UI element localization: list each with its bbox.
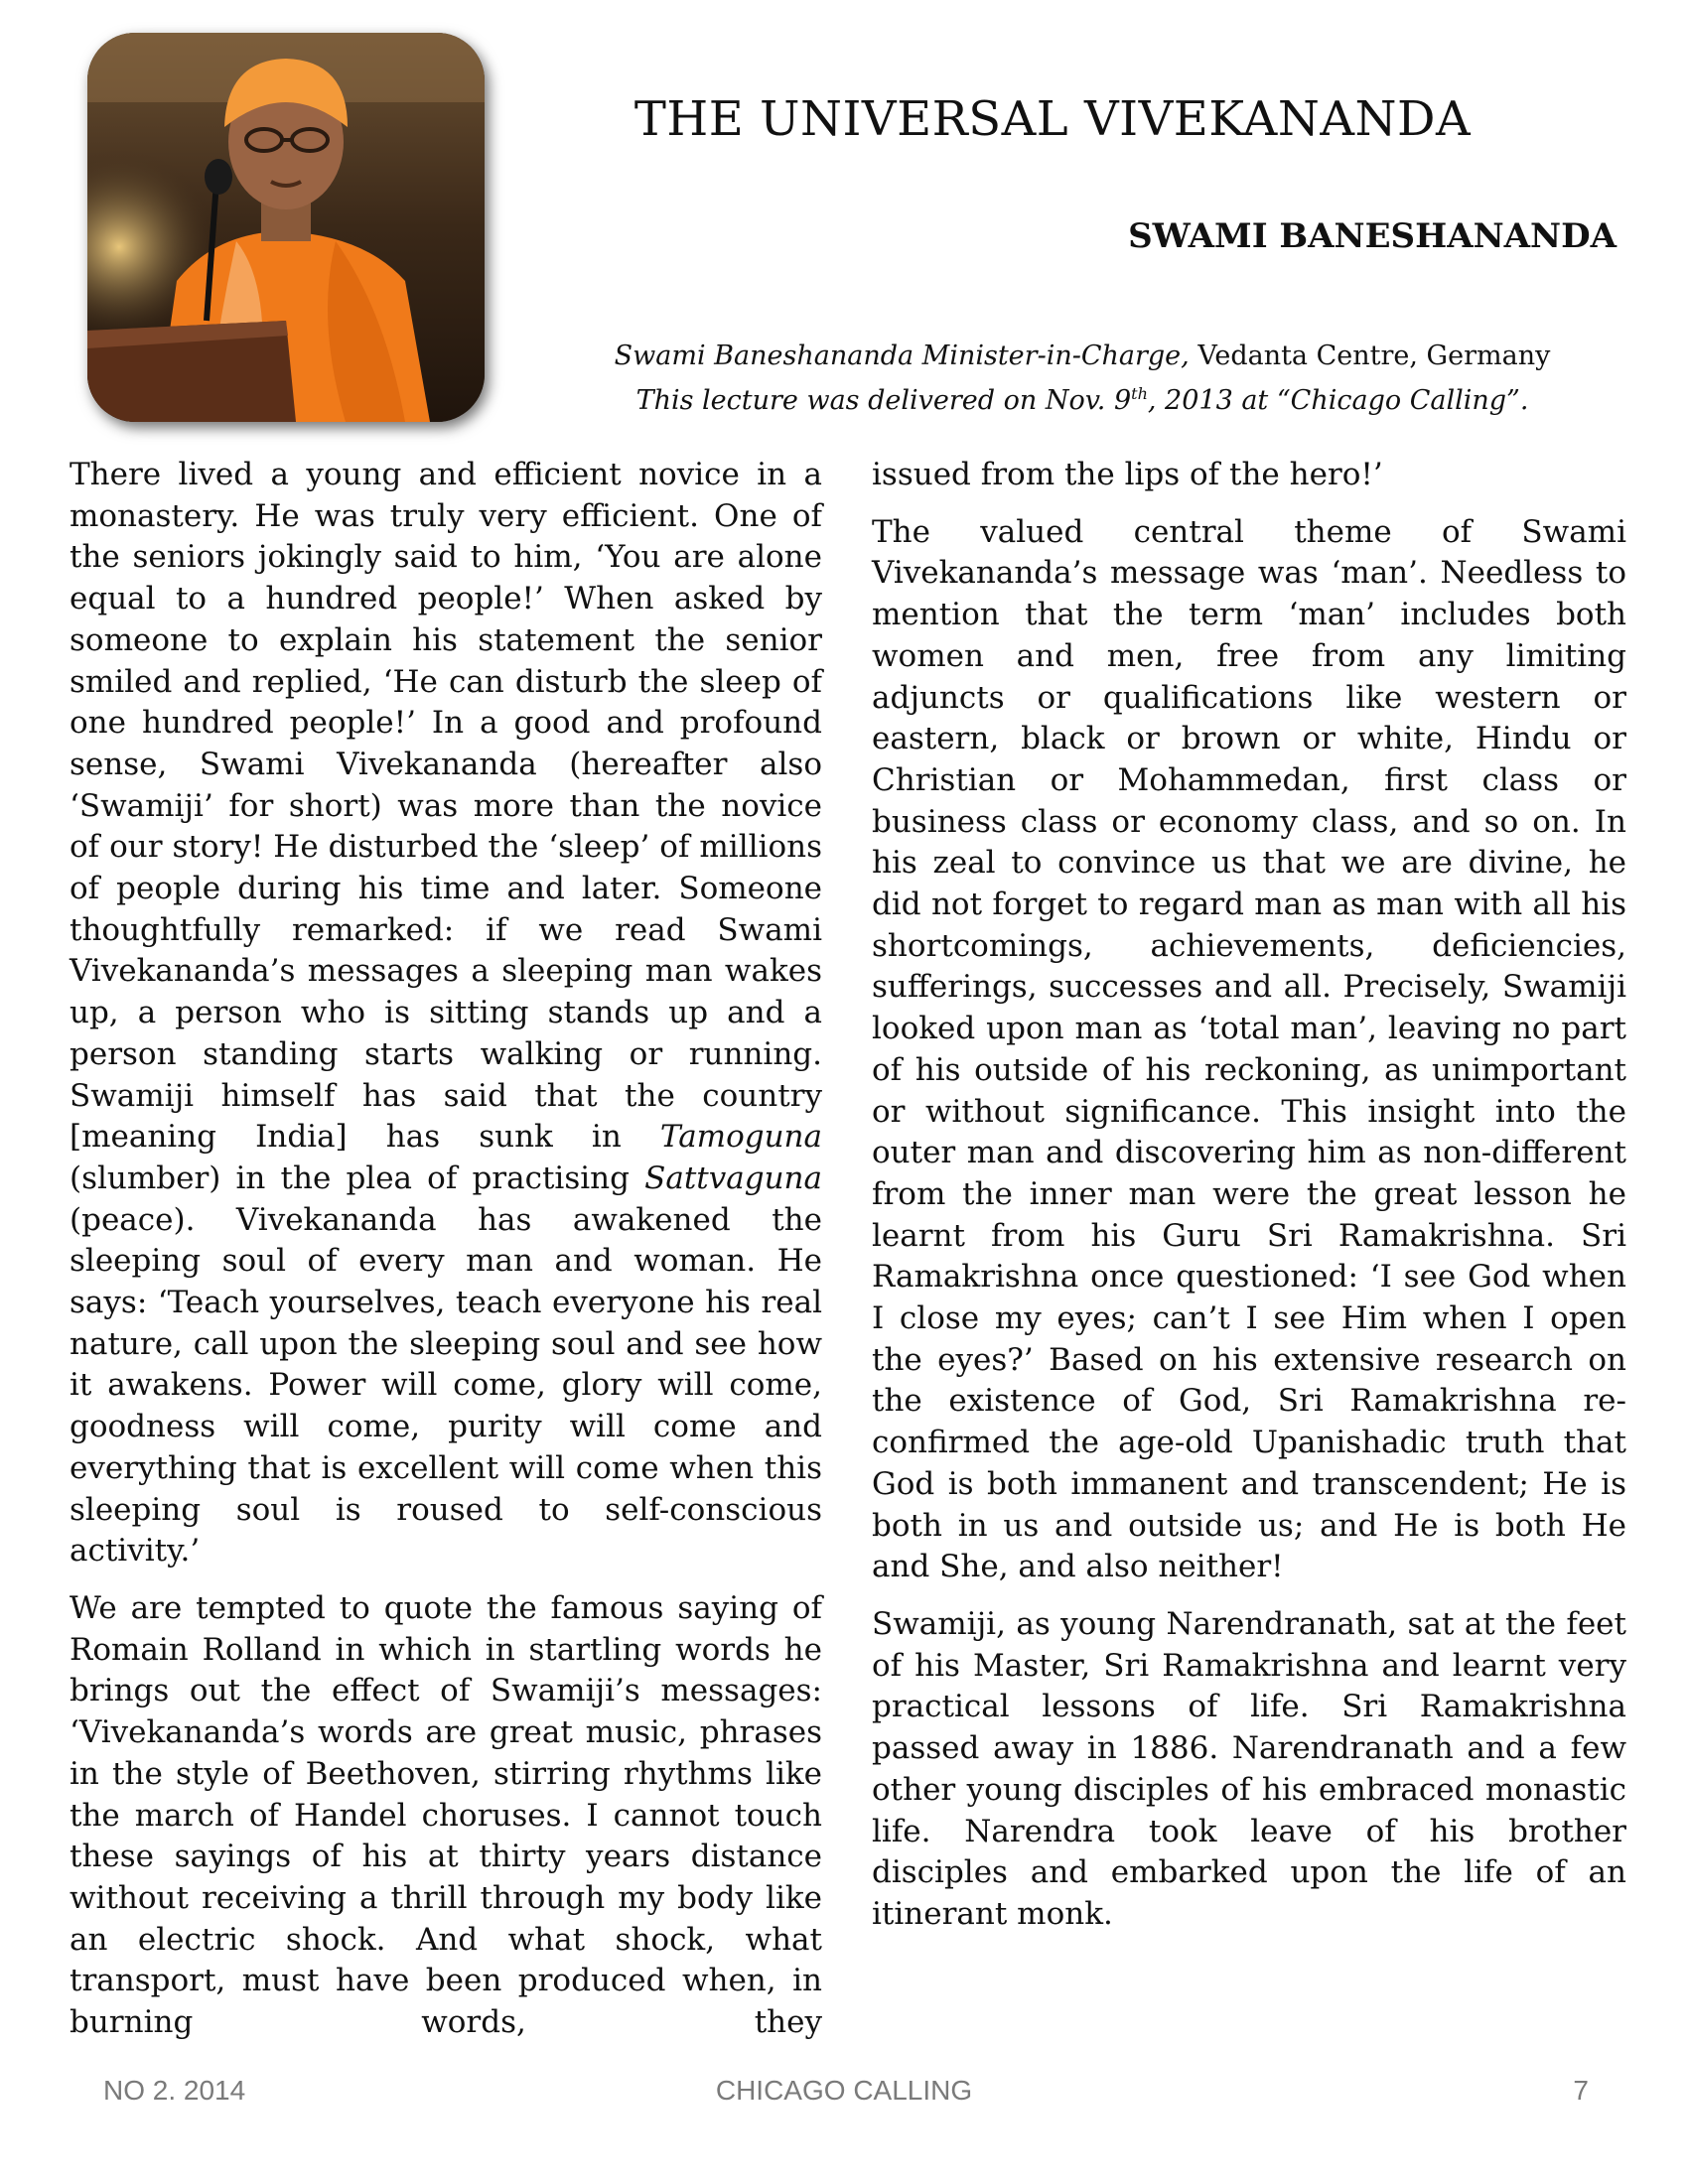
footer-publication: CHICAGO CALLING (715, 2075, 973, 2106)
paragraph-text: (slumber) in the plea of practising (70, 1160, 645, 1196)
credit-location: Vedanta Centre, Germany (1189, 341, 1551, 371)
paragraph: The valued central theme of Swami Vivekananda’s message was ‘man’. Needless to mention that the term ‘man’ includes both women and men, free from any limiting adjuncts or qualifications like western or eastern, black or brown or white, Hindu or Christian or Mohammedan, first class or business class or economy class, and so on. In his zeal to convince us that we are divine, he did not forget to regard man as man with all his shortcomings, achievements, deficiencies, sufferings, successes and all. Precisely, Swamiji looked upon man as ‘total man’, leaving no part of his outside of his reckoning, as unimportant or without significance. This insight into the outer man and discovering him as non-different from the inner man were the great lesson he learnt from his Guru Sri Ramakrishna. Sri Ramakrishna once questioned: ‘I see God when I close my eyes; can’t I see Him when I open the eyes?’ Based on his extensive research on the existence of God, Sri Ramakrishna re-confirmed the age-old Upanishadic truth that God is both immanent and transcendent; He is both in us and outside us; and He is both He and She, and also neither! (872, 513, 1626, 1585)
author-photo (87, 33, 485, 422)
date-ordinal-suffix: th (1131, 384, 1148, 403)
speaker-portrait-icon (87, 33, 485, 422)
paragraph: issued from the lips of the hero!’ (872, 457, 1383, 492)
paragraph: We are tempted to quote the famous saying of Romain Rolland in which in startling words he brings out the effect of Swamiji’s messages: ‘Vivekananda’s words are great music, phrases in the style of Beethoven, stirring rhythms like the march of Handel choruses. I cannot touch these sayings of his at thirty years distance without receiving a thrill through my body like an electric shock. And what shock, what transport, must have been produced when, in burning words, they (70, 1589, 822, 2041)
author-credit (556, 338, 1609, 420)
emphasis-term: Sattvaguna (644, 1160, 822, 1196)
page-footer (0, 2075, 1688, 2115)
lecture-venue-text: , 2013 at “Chicago Calling”. (1147, 385, 1529, 416)
paragraph: Swamiji, as young Narendranath, sat at the feet of his Master, Sri Ramakrishna and learnt very practical lessons of life. Sri Ramakrishna passed away in 1886. Narendranath and a few other young disciples of his embraced monastic life. Narendra took leave of his brother disciples and embarked upon the life of an itinerant monk. (872, 1605, 1626, 1932)
emphasis-term: Tamoguna (659, 1119, 822, 1156)
left-column (70, 455, 822, 2060)
lecture-date-text: This lecture was delivered on Nov. 9 (635, 385, 1132, 416)
paragraph-text: There lived a young and efficient novice in a monastery. He was truly very efficient. One of the seniors jokingly said to him, ‘You are alone equal to a hundred people!’ When asked by someone to explain his statement the senior smiled and replied, ‘He can disturb the sleep of one hundred people!’ In a good and profound sense, Swami Vivekananda (hereafter also ‘Swamiji’ for short) was more than the novice of our story! He disturbed the ‘sleep’ of millions of people during his time and later. Someone thoughtfully remarked: if we read Swami Vivekananda’s messages a sleeping man wakes up, a person who is sitting stands up and a person standing starts walking or running. Swamiji himself has said that the country [meaning India] has sunk in (70, 457, 822, 1156)
footer-issue: NO 2. 2014 (103, 2075, 246, 2106)
credit-line-1 (556, 338, 1609, 375)
credit-line-2 (556, 375, 1609, 420)
right-column (872, 455, 1626, 1952)
article-author: SWAMI BANESHANANDA (1128, 216, 1617, 256)
page-number: 7 (1573, 2075, 1589, 2106)
credit-role: Swami Baneshananda Minister-in-Charge, (614, 341, 1190, 371)
paragraph-text: (peace). Vivekananda has awakened the sleeping soul of every man and woman. He says: ‘Teach yourselves, teach everyone his real nature, call upon the sleeping soul and see how it awakens. Power will come, glory will come, goodness will come, purity will come and everything that is excellent will come when this sleeping soul is roused to self-conscious activity.’ (70, 1201, 822, 1570)
paragraph (70, 455, 822, 1572)
article-title: THE UNIVERSAL VIVEKANANDA (633, 91, 1472, 147)
